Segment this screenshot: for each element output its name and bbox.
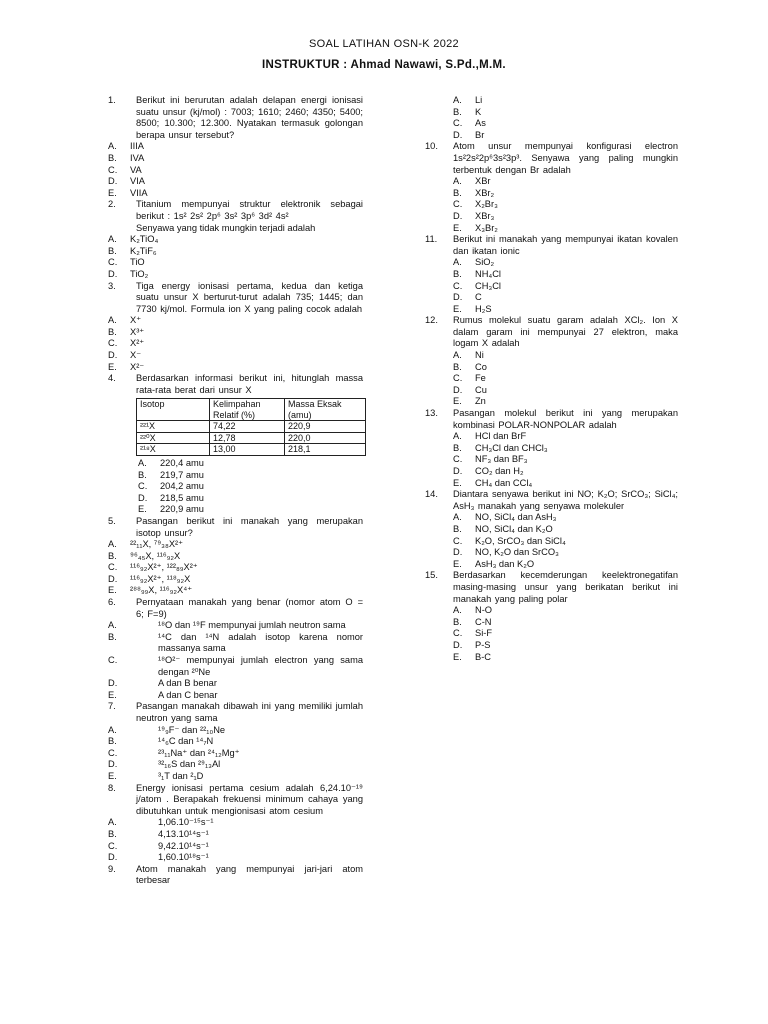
question-3 [108,281,363,374]
option[interactable] [453,211,678,223]
option-text: Li [475,95,483,105]
option[interactable] [108,338,363,350]
option-letter: C. [453,280,463,291]
option-letter: A. [453,605,462,616]
question-14 [425,489,678,570]
option-text: XBr₂ [475,187,495,198]
option[interactable] [108,176,363,188]
option-letter: D. [108,852,118,863]
option[interactable] [108,841,363,853]
option-text: Fe [475,373,486,384]
option-text: 220,4 amu [160,457,204,468]
question-12 [425,315,678,408]
option[interactable] [108,690,363,702]
option-text: ¹⁴C dan ¹⁴N adalah isotop karena nomor massanya sama [158,631,363,654]
options-list [453,512,678,570]
question-8 [108,783,363,864]
option-text: K₂O, SrCO₃ dan SiCl₄ [475,535,566,546]
option-letter: D. [108,573,118,584]
option-letter: D. [108,268,118,279]
option[interactable] [108,188,363,200]
option-text: X₂Br₃ [475,199,498,210]
option-letter: E. [108,187,117,198]
option[interactable] [108,759,363,771]
option[interactable] [453,431,678,443]
option[interactable] [453,269,678,281]
options-list-q9 [425,95,678,141]
option-text: CO₂ dan H₂ [475,466,524,476]
option-letter: C. [453,535,463,546]
question-stem: Pasangan molekul berikut ini yang merupakan kombinasi POLAR-NONPOLAR adalah [453,408,678,430]
question-number: 1. [108,95,116,105]
option-letter: C. [108,840,118,851]
option-letter: D. [453,547,463,558]
option-letter: C. [108,655,118,666]
option-letter: B. [108,828,117,839]
question-4 [108,373,363,516]
option[interactable] [108,620,363,632]
option-letter: B. [108,550,117,561]
option-letter: B. [453,523,462,534]
option-text: CH₃Cl [475,280,501,291]
option[interactable] [108,678,363,690]
option-letter: A. [108,620,117,631]
option-text: H₂S [475,303,492,314]
option-text: ³₁T dan ²₁D [158,770,204,781]
options-list [453,350,678,408]
option-text: CH₃Cl dan CHCl₃ [475,442,548,453]
question-11 [425,234,678,315]
option-text: N-O [475,605,493,616]
option-letter: B. [108,736,117,747]
left-column [108,95,363,887]
option[interactable] [453,176,678,188]
option[interactable] [453,617,678,629]
option-letter: A. [108,141,117,152]
option-text: NO, SiCl₄ dan AsH₃ [475,512,557,523]
question-15 [425,570,678,663]
question-number: 11. [425,234,438,245]
option-letter: C. [108,257,118,268]
table-cell: ²¹⁸X [137,444,210,456]
option[interactable] [453,95,678,107]
option-text: X²⁻ [130,361,145,372]
option[interactable] [453,524,678,536]
option-text: X₃Br₂ [475,222,498,233]
option-text: NO, K₂O dan SrCO₃ [475,547,559,558]
table-cell: ²²¹X [137,421,210,433]
option-letter: C. [108,747,118,758]
option-letter: C. [453,373,463,384]
table-header-cell: Kelimpahan Relatif (%) [210,399,285,421]
option-text: C [475,292,482,303]
option-letter: A. [453,176,462,187]
option-text: A dan C benar [158,689,218,700]
option-letter: B. [108,152,117,163]
option[interactable] [453,362,678,374]
option[interactable] [108,539,363,551]
option[interactable] [453,385,678,397]
option[interactable] [108,829,363,841]
question-stem: Energy ionisasi pertama cesium adalah 6,24.10⁻¹⁹ j/atom . Berapakah frekuensi minimum cahaya yang dibutuhkan untuk mengionisasi atom cesium [136,782,363,816]
option-letter: A. [453,350,462,361]
option-letter: C. [453,628,463,639]
option-text: ¹¹⁶₉₂X²⁺, ¹¹⁸₉₂X [130,573,191,584]
question-stem: Rumus molekul suatu garam adalah XCl₂. Ion X dalam garam ini mempunyai 27 elektron, maka logam X adalah [453,315,678,349]
options-list [108,725,363,783]
option[interactable] [108,585,363,597]
options-list [108,141,363,199]
question-stem: Pasangan berikut ini manakah yang merupakan isotop unsur? [136,515,363,538]
option-text: TiO₂ [130,268,149,279]
question-stem: Pernyataan manakah yang benar (nomor atom O = 6; F=9) [136,597,363,619]
question-10 [425,141,678,234]
table-row [137,432,366,444]
question-stem: Berikut ini berurutan adalah delapan energi ionisasi suatu unsur (kj/mol) : 7003; 1610; 2460; 4350; 5400; 8500; 10.300; 12.300. Nyatakan termasuk golongan berapa unsur tersebut? [136,95,363,140]
option-text: Cu [475,384,487,395]
option-letter: B. [453,616,462,627]
option-text: C-N [475,616,492,627]
question-1 [108,95,363,199]
option-text: 218,5 amu [160,492,204,503]
option[interactable] [108,771,363,783]
option-letter: E. [453,222,462,233]
option-letter: D. [453,292,463,303]
question-2 [108,199,363,280]
option-text: CH₄ dan CCl₄ [475,477,533,488]
option-text: X³⁺ [130,326,145,337]
option[interactable] [453,130,678,142]
option-letter: A. [108,817,117,828]
option-text: ²²₁₁X, ⁷⁹₃₈X²⁺ [130,539,184,550]
option-letter: A. [108,539,117,550]
option-text: As [475,118,486,129]
option-letter: B. [453,187,462,198]
options-list [108,458,363,516]
option-text: IVA [130,152,145,163]
option[interactable] [453,257,678,269]
table-header-cell: Isotop [137,399,210,421]
option[interactable] [108,562,363,574]
question-stem: Pasangan manakah dibawah ini yang memiliki jumlah neutron yang sama [136,701,363,723]
question-number: 2. [108,199,116,210]
question-number: 9. [108,863,116,874]
option-letter: C. [138,481,148,492]
option[interactable] [453,536,678,548]
option-text: ²³₁₁Na⁺ dan ²⁴₁₂Mg⁺ [158,747,240,758]
option-letter: B. [453,361,462,372]
option-text: B-C [475,651,492,662]
option-text: VA [130,164,142,175]
option-text: NH₄Cl [475,268,502,279]
question-stem: Atom manakah yang mempunyai jari-jari atom terbesar [136,863,363,886]
question-stem-continued: Senyawa yang tidak mungkin terjadi adalah [136,222,316,233]
option-letter: E. [453,396,462,407]
option-text: 1,06.10⁻¹⁵s⁻¹ [158,817,214,828]
question-7 [108,701,363,782]
option-letter: D. [453,384,463,395]
option-text: Br [475,129,485,140]
option-letter: B. [453,442,462,453]
option-letter: D. [453,466,463,476]
right-column [425,95,678,663]
option-text: XBr₃ [475,210,495,221]
question-number: 15. [425,570,438,581]
question-number: 4. [108,373,116,384]
table-row [137,444,366,456]
options-list [108,234,363,280]
option[interactable] [453,628,678,640]
page-title: SOAL LATIHAN OSN-K 2022 [309,38,459,50]
option-letter: A. [453,431,462,442]
option-letter: E. [453,303,462,314]
table-header-cell: Massa Eksak (amu) [285,399,366,421]
option-text: K₂TiF₆ [130,245,157,256]
option-letter: A. [138,457,147,468]
option-text: ⁹⁶₄₅X, ¹¹⁶₉₂X [130,550,181,561]
table-cell: ²²⁰X [137,432,210,444]
question-stem: Berdasarkan informasi berikut ini, hitunglah massa rata-rata berat dari unsur X [136,373,363,395]
table-header-row [137,399,366,421]
option-text: Ni [475,350,484,361]
option[interactable] [138,470,363,482]
option-letter: D. [138,492,148,503]
option-letter: A. [108,724,117,735]
option-letter: E. [108,361,117,372]
option-text: Zn [475,396,486,407]
option[interactable] [108,165,363,177]
table-cell: 13,00 [210,444,285,456]
option-letter: E. [108,770,117,781]
option-text: 1,60.10¹⁸s⁻¹ [158,852,209,863]
option-letter: D. [453,639,463,650]
option-text: X⁻ [130,350,142,361]
table-row [137,421,366,433]
option-letter: B. [453,106,462,117]
option-letter: D. [108,176,118,187]
option-letter: E. [453,477,462,488]
option-letter: C. [453,199,463,210]
option[interactable] [453,188,678,200]
option[interactable] [453,547,678,559]
option-letter: D. [453,129,463,140]
options-list [453,176,678,234]
option[interactable] [108,153,363,165]
option[interactable] [108,852,363,864]
option[interactable] [453,292,678,304]
option-letter: B. [138,469,147,480]
option-text: IIIA [130,141,144,152]
question-number: 10. [425,141,438,152]
question-number: 8. [108,782,116,793]
option-letter: A. [453,512,462,523]
option-letter: E. [453,651,462,662]
option-text: Si-F [475,628,493,639]
table-cell: 218,1 [285,444,366,456]
option-text: ²⁸⁸₉₉X, ¹¹⁶₉₂X⁴⁺ [130,585,193,596]
option[interactable] [453,443,678,455]
question-stem: Tiga energy ionisasi pertama, kedua dan ketiga suatu unsur X berturut-turut adalah 735; 1445; dan 7730 kj/mol. Formula ion X yang paling cocok adalah [136,280,363,314]
question-stem: Berdasarkan kecemderungan keelektronegatifan masing-masing unsur yang berikatan berikut ini manakah yang paling polar [453,570,678,604]
option-text: K [475,106,482,117]
option-text: ¹⁴₆C dan ¹⁴₇N [158,736,214,747]
option-letter: A. [108,315,117,326]
option[interactable] [453,350,678,362]
options-list [108,539,363,597]
question-6 [108,597,363,701]
question-number: 14. [425,489,438,500]
option[interactable] [108,257,363,269]
option-letter: E. [453,558,462,569]
option-letter: E. [138,504,147,515]
option-letter: D. [108,678,118,689]
option-letter: D. [453,210,463,221]
option[interactable] [453,478,678,490]
instructor-line: INSTRUKTUR : Ahmad Nawawi, S.Pd.,M.M. [262,59,506,71]
option[interactable] [453,107,678,119]
option-text: 220,9 amu [160,504,204,515]
option[interactable] [453,512,678,524]
option[interactable] [108,234,363,246]
option-text: ¹⁸O dan ¹⁹F mempunyai jumlah neutron sama [158,620,346,631]
option-text: NF₃ dan BF₃ [475,454,528,465]
option[interactable] [453,652,678,664]
option-text: 9,42.10¹⁴s⁻¹ [158,840,209,851]
question-number: 5. [108,515,116,526]
options-list [108,315,363,373]
option[interactable] [108,350,363,362]
option-text: AsH₃ dan K₂O [475,558,535,569]
option[interactable] [453,466,678,478]
question-number: 3. [108,280,116,291]
option-letter: B. [108,245,117,256]
option[interactable] [453,304,678,316]
question-number: 7. [108,701,116,712]
question-number: 12. [425,315,438,326]
option[interactable] [108,655,363,678]
option[interactable] [138,504,363,516]
option-text: VIA [130,176,145,187]
option-letter: B. [108,326,117,337]
option[interactable] [108,141,363,153]
option[interactable] [108,736,363,748]
option[interactable] [108,551,363,563]
table-cell: 74,22 [210,421,285,433]
option-text: TiO [130,257,145,268]
option-text: VIIA [130,187,148,198]
question-5 [108,516,363,597]
option-text: XBr [475,176,491,187]
question-stem: Diantara senyawa berikut ini NO; K₂O; SrCO₃; SiCl₄; AsH₃ manakah yang senyawa molekuler [453,489,678,511]
option-text: K₂TiO₄ [130,234,159,245]
option-letter: C. [453,118,463,129]
table-cell: 220,0 [285,432,366,444]
option[interactable] [108,725,363,737]
option[interactable] [453,559,678,571]
question-stem: Berikut ini manakah yang mempunyai ikatan kovalen dan ikatan ionic [453,234,678,256]
option-letter: C. [108,562,118,573]
option-text: ¹¹⁶₉₂X²⁺, ¹²²₈₉X²⁺ [130,562,198,573]
option-text: X⁺ [130,315,142,326]
options-list [453,431,678,489]
option-text: NO, SiCl₄ dan K₂O [475,523,553,534]
option-text: ¹⁸O²⁻ mempunyai jumlah electron yang sama dengan ²⁰Ne [158,655,363,677]
option[interactable] [108,315,363,327]
option-letter: A. [453,95,462,105]
option-letter: A. [453,257,462,268]
option[interactable] [453,118,678,130]
option-letter: C. [108,164,118,175]
options-list [453,605,678,663]
option-letter: D. [108,350,118,361]
option[interactable] [108,327,363,339]
isotope-table [136,398,366,456]
question-stem: Titanium mempunyai struktur elektronik sebagai berikut : 1s² 2s² 2p⁶ 3s² 3p⁶ 3d² 4s² [136,199,363,221]
option[interactable] [453,640,678,652]
option-text: 204,2 amu [160,481,204,492]
question-9 [108,864,363,887]
option[interactable] [453,454,678,466]
option-text: ¹⁹₉F⁻ dan ²²₁₀Ne [158,724,226,735]
option-text: P-S [475,639,491,650]
question-13 [425,408,678,489]
option[interactable] [138,458,363,470]
table-cell: 220,9 [285,421,366,433]
option[interactable] [108,748,363,760]
option-text: HCl dan BrF [475,431,527,442]
option[interactable] [108,269,363,281]
option[interactable] [453,223,678,235]
options-list [108,620,363,701]
option-text: X²⁺ [130,338,145,349]
option[interactable] [108,246,363,258]
option[interactable] [453,199,678,211]
option-letter: E. [108,689,117,700]
option-text: SiO₂ [475,257,495,268]
option[interactable] [108,574,363,586]
question-number: 6. [108,597,116,608]
option-text: Co [475,361,487,372]
option[interactable] [108,632,363,655]
option[interactable] [453,281,678,293]
option-letter: B. [453,268,462,279]
option-text: 4,13.10¹⁴s⁻¹ [158,828,209,839]
option[interactable] [453,396,678,408]
option[interactable] [453,605,678,617]
option[interactable] [108,817,363,829]
option-letter: C. [453,454,463,465]
option[interactable] [138,493,363,505]
option[interactable] [453,373,678,385]
option-letter: E. [108,585,117,596]
option[interactable] [138,481,363,493]
option-letter: C. [108,338,118,349]
option-text: 219,7 amu [160,469,204,480]
question-number: 13. [425,408,438,419]
question-stem: Atom unsur mempunyai konfigurasi electron 1s²2s²2p⁶3s²3p³. Senyawa yang paling mungkin terbentuk dengan Br adalah [453,141,678,175]
option-text: ³²₁₆S dan ²⁹₁₃Al [158,759,221,770]
options-list [108,817,363,863]
option-letter: B. [108,631,117,642]
options-list [453,257,678,315]
option-text: A dan B benar [158,678,217,689]
option[interactable] [108,362,363,374]
option-letter: D. [108,759,118,770]
option-letter: A. [108,234,117,245]
table-cell: 12,78 [210,432,285,444]
